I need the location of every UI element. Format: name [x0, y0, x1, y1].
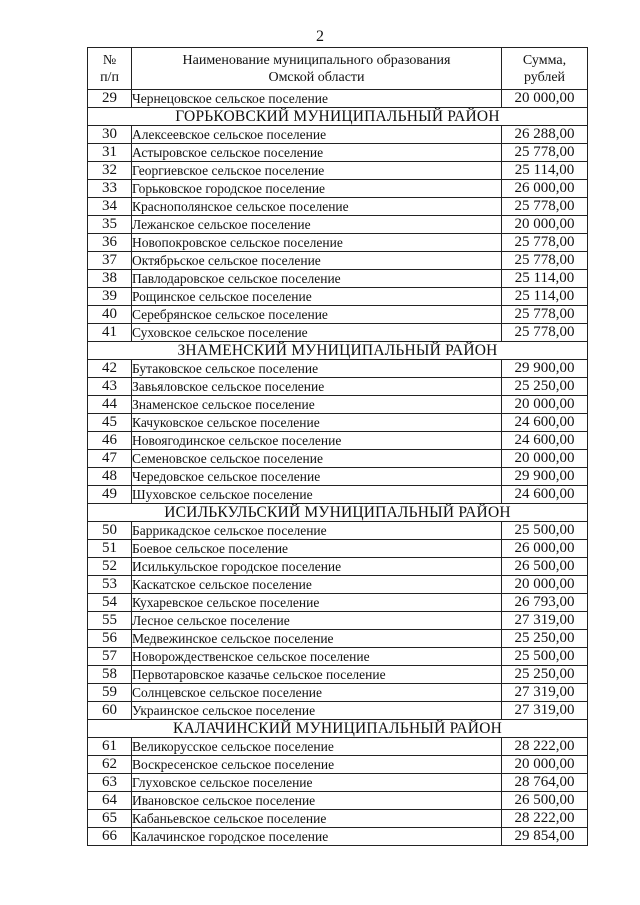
amount: 26 793,00 [502, 594, 588, 612]
table-body [88, 90, 588, 846]
table-header-row [88, 48, 588, 90]
table-row [88, 468, 588, 486]
amount: 27 319,00 [502, 684, 588, 702]
row-number: 64 [88, 792, 132, 810]
settlement-name: Чернецовское сельское поселение [132, 90, 502, 108]
row-number: 55 [88, 612, 132, 630]
row-number: 39 [88, 288, 132, 306]
row-number: 35 [88, 216, 132, 234]
table-row [88, 756, 588, 774]
table-row [88, 792, 588, 810]
amount: 26 000,00 [502, 180, 588, 198]
district-title: ГОРЬКОВСКИЙ МУНИЦИПАЛЬНЫЙ РАЙОН [88, 108, 588, 126]
table-row [88, 252, 588, 270]
amount: 25 250,00 [502, 630, 588, 648]
row-number: 48 [88, 468, 132, 486]
header-sum [502, 48, 588, 90]
settlement-name: Октябрьское сельское поселение [132, 252, 502, 270]
amount: 25 778,00 [502, 252, 588, 270]
settlement-name: Георгиевское сельское поселение [132, 162, 502, 180]
row-number: 61 [88, 738, 132, 756]
amount: 27 319,00 [502, 702, 588, 720]
settlement-name: Качуковское сельское поселение [132, 414, 502, 432]
row-number: 52 [88, 558, 132, 576]
row-number: 42 [88, 360, 132, 378]
settlement-name: Баррикадское сельское поселение [132, 522, 502, 540]
table-row [88, 198, 588, 216]
table-row [88, 774, 588, 792]
row-number: 29 [88, 90, 132, 108]
amount: 25 778,00 [502, 234, 588, 252]
table-row [88, 738, 588, 756]
amount: 20 000,00 [502, 216, 588, 234]
amount: 28 222,00 [502, 738, 588, 756]
table-row [88, 216, 588, 234]
row-number: 43 [88, 378, 132, 396]
row-number: 36 [88, 234, 132, 252]
page-number: 2 [316, 28, 324, 45]
settlement-name: Кабаньевское сельское поселение [132, 810, 502, 828]
settlement-name: Новорождественское сельское поселение [132, 648, 502, 666]
amount: 20 000,00 [502, 576, 588, 594]
settlement-name: Боевое сельское поселение [132, 540, 502, 558]
amount: 25 778,00 [502, 144, 588, 162]
header-name-text: Наименование муниципального образования Омской области [182, 52, 451, 85]
settlement-name: Алексеевское сельское поселение [132, 126, 502, 144]
row-number: 57 [88, 648, 132, 666]
table-row [88, 432, 588, 450]
row-number: 33 [88, 180, 132, 198]
settlement-name: Чередовское сельское поселение [132, 468, 502, 486]
table-row [88, 576, 588, 594]
table-row [88, 450, 588, 468]
amount: 25 778,00 [502, 324, 588, 342]
amount: 20 000,00 [502, 756, 588, 774]
settlement-name: Горьковское городское поселение [132, 180, 502, 198]
amount: 24 600,00 [502, 486, 588, 504]
district-title: КАЛАЧИНСКИЙ МУНИЦИПАЛЬНЫЙ РАЙОН [88, 720, 588, 738]
row-number: 51 [88, 540, 132, 558]
row-number: 46 [88, 432, 132, 450]
table-row [88, 396, 588, 414]
table-row [88, 486, 588, 504]
settlement-name: Суховское сельское поселение [132, 324, 502, 342]
table-row [88, 540, 588, 558]
amount: 29 900,00 [502, 360, 588, 378]
settlement-name: Астыровское сельское поселение [132, 144, 502, 162]
row-number: 34 [88, 198, 132, 216]
settlement-name: Новопокровское сельское поселение [132, 234, 502, 252]
settlement-name: Шуховское сельское поселение [132, 486, 502, 504]
settlement-name: Краснополянское сельское поселение [132, 198, 502, 216]
settlement-name: Серебрянское сельское поселение [132, 306, 502, 324]
district-title: ИСИЛЬКУЛЬСКИЙ МУНИЦИПАЛЬНЫЙ РАЙОН [88, 504, 588, 522]
amount: 20 000,00 [502, 90, 588, 108]
table-row [88, 522, 588, 540]
amount: 20 000,00 [502, 396, 588, 414]
amount: 25 114,00 [502, 162, 588, 180]
settlement-name: Семеновское сельское поселение [132, 450, 502, 468]
settlement-name: Воскресенское сельское поселение [132, 756, 502, 774]
table-row [88, 180, 588, 198]
table-row [88, 558, 588, 576]
table-row [88, 630, 588, 648]
row-number: 49 [88, 486, 132, 504]
table-row [88, 702, 588, 720]
row-number: 31 [88, 144, 132, 162]
amount: 24 600,00 [502, 414, 588, 432]
table-row [88, 810, 588, 828]
row-number: 59 [88, 684, 132, 702]
table-row [88, 378, 588, 396]
settlement-name: Павлодаровское сельское поселение [132, 270, 502, 288]
table-row [88, 684, 588, 702]
amount: 25 778,00 [502, 306, 588, 324]
settlement-name: Ивановское сельское поселение [132, 792, 502, 810]
settlement-name: Кухаревское сельское поселение [132, 594, 502, 612]
settlement-name: Бутаковское сельское поселение [132, 360, 502, 378]
settlement-name: Завьяловское сельское поселение [132, 378, 502, 396]
settlement-name: Калачинское городское поселение [132, 828, 502, 846]
row-number: 37 [88, 252, 132, 270]
settlement-name: Глуховское сельское поселение [132, 774, 502, 792]
table-row [88, 126, 588, 144]
district-heading-row [88, 342, 588, 360]
row-number: 62 [88, 756, 132, 774]
settlement-name: Великорусское сельское поселение [132, 738, 502, 756]
row-number: 47 [88, 450, 132, 468]
row-number: 32 [88, 162, 132, 180]
row-number: 58 [88, 666, 132, 684]
settlement-name: Рощинское сельское поселение [132, 288, 502, 306]
row-number: 63 [88, 774, 132, 792]
row-number: 30 [88, 126, 132, 144]
table-row [88, 90, 588, 108]
amount: 24 600,00 [502, 432, 588, 450]
amount: 26 500,00 [502, 792, 588, 810]
row-number: 66 [88, 828, 132, 846]
amount: 27 319,00 [502, 612, 588, 630]
amount: 26 500,00 [502, 558, 588, 576]
table-row [88, 828, 588, 846]
table-row [88, 270, 588, 288]
amount: 25 778,00 [502, 198, 588, 216]
settlement-name: Медвежинское сельское поселение [132, 630, 502, 648]
settlement-name: Новоягодинское сельское поселение [132, 432, 502, 450]
table-row [88, 324, 588, 342]
allocation-table [87, 47, 588, 846]
table-row [88, 234, 588, 252]
table-row [88, 360, 588, 378]
table-row [88, 306, 588, 324]
amount: 25 250,00 [502, 378, 588, 396]
amount: 29 900,00 [502, 468, 588, 486]
settlement-name: Солнцевское сельское поселение [132, 684, 502, 702]
table-row [88, 162, 588, 180]
row-number: 50 [88, 522, 132, 540]
settlement-name: Исилькульское городское поселение [132, 558, 502, 576]
header-sum-text: Сумма, рублей [522, 52, 567, 85]
header-number-text: № п/п [100, 52, 119, 85]
district-heading-row [88, 504, 588, 522]
table-row [88, 648, 588, 666]
row-number: 65 [88, 810, 132, 828]
row-number: 44 [88, 396, 132, 414]
amount: 25 114,00 [502, 288, 588, 306]
header-number [88, 48, 132, 90]
settlement-name: Первотаровское казачье сельское поселение [132, 666, 502, 684]
amount: 29 854,00 [502, 828, 588, 846]
header-name [132, 48, 502, 90]
table-row [88, 414, 588, 432]
amount: 20 000,00 [502, 450, 588, 468]
row-number: 53 [88, 576, 132, 594]
amount: 25 250,00 [502, 666, 588, 684]
settlement-name: Знаменское сельское поселение [132, 396, 502, 414]
row-number: 54 [88, 594, 132, 612]
row-number: 41 [88, 324, 132, 342]
row-number: 45 [88, 414, 132, 432]
district-heading-row [88, 720, 588, 738]
district-title: ЗНАМЕНСКИЙ МУНИЦИПАЛЬНЫЙ РАЙОН [88, 342, 588, 360]
row-number: 60 [88, 702, 132, 720]
amount: 26 000,00 [502, 540, 588, 558]
table-row [88, 288, 588, 306]
amount: 28 764,00 [502, 774, 588, 792]
settlement-name: Лежанское сельское поселение [132, 216, 502, 234]
settlement-name: Каскатское сельское поселение [132, 576, 502, 594]
table-row [88, 594, 588, 612]
settlement-name: Лесное сельское поселение [132, 612, 502, 630]
district-heading-row [88, 108, 588, 126]
table-row [88, 666, 588, 684]
table-row [88, 144, 588, 162]
amount: 26 288,00 [502, 126, 588, 144]
amount: 25 500,00 [502, 522, 588, 540]
settlement-name: Украинское сельское поселение [132, 702, 502, 720]
row-number: 40 [88, 306, 132, 324]
amount: 25 500,00 [502, 648, 588, 666]
table-row [88, 612, 588, 630]
row-number: 38 [88, 270, 132, 288]
row-number: 56 [88, 630, 132, 648]
amount: 25 114,00 [502, 270, 588, 288]
amount: 28 222,00 [502, 810, 588, 828]
